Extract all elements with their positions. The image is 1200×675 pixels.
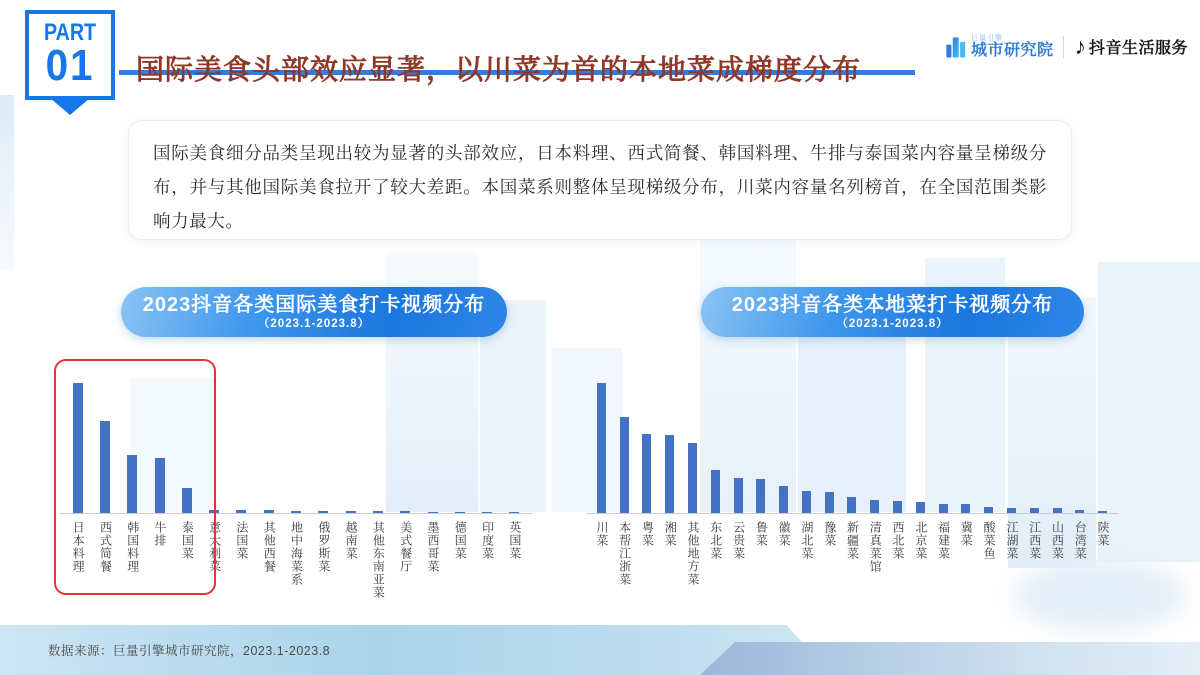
bar-label: 陕菜 [1096, 521, 1111, 547]
bar-label: 德国菜 [453, 521, 468, 560]
bar-label-column [228, 521, 255, 599]
bar-label: 鲁菜 [754, 521, 769, 547]
bar [455, 512, 465, 514]
bar-column [310, 511, 337, 513]
douyin-life-services-logo [1074, 35, 1188, 58]
bar [961, 504, 970, 513]
bar-column [364, 511, 391, 513]
bar-column [1046, 508, 1069, 513]
brand-logos [945, 34, 1188, 59]
bar-label-column [1068, 521, 1091, 586]
bar [688, 443, 697, 513]
bar [734, 478, 743, 513]
bar-label: 粤菜 [640, 521, 655, 547]
bar-label: 日本料理 [71, 521, 86, 573]
chart-title-international [121, 287, 507, 337]
bar-column [977, 507, 1000, 513]
bar [509, 512, 519, 514]
bar-label: 新疆菜 [845, 521, 860, 560]
bar-label-column [364, 521, 391, 599]
summary-card [128, 120, 1072, 240]
bar-label-column [337, 521, 364, 599]
bar-column [613, 417, 636, 513]
bar [1030, 508, 1039, 513]
bar-label-column [704, 521, 727, 586]
bar [1075, 510, 1084, 513]
bar-column [727, 478, 750, 513]
bar-label-column [419, 521, 446, 599]
bar-label-column [282, 521, 309, 599]
bar-label-column [658, 521, 681, 586]
bar-label-column [1091, 521, 1114, 586]
bar-column [1068, 510, 1091, 513]
bar-label-column [886, 521, 909, 586]
bar-column [772, 486, 795, 513]
chart-subtitle-text: （2023.1-2023.8） [836, 318, 949, 330]
bar-column [1091, 511, 1114, 513]
bar [893, 501, 902, 513]
chart-title-text: 2023抖音各类国际美食打卡视频分布 [142, 294, 486, 316]
bar-label: 山西菜 [1050, 521, 1065, 560]
bar-label: 意大利菜 [207, 521, 222, 573]
bar-label-column [909, 521, 932, 586]
bar-label: 法国菜 [234, 521, 249, 560]
ocean-engine-label: 巨量引擎 [970, 35, 1003, 42]
bar-column [636, 434, 659, 513]
bar-label-column [749, 521, 772, 586]
bar-label-column [772, 521, 795, 586]
bar-label: 江西菜 [1027, 521, 1042, 560]
bar-column [337, 511, 364, 513]
bar-column [590, 383, 613, 513]
bar [236, 510, 246, 513]
bar-label: 台湾菜 [1073, 521, 1088, 560]
local-cuisine-bar-chart [586, 378, 1118, 586]
bar-label: 湘菜 [663, 521, 678, 547]
bar [642, 434, 651, 513]
bar [916, 502, 925, 513]
bar-column [795, 491, 818, 513]
bar [318, 511, 328, 513]
bar-label-column [255, 521, 282, 599]
bar-label: 泰国菜 [180, 521, 195, 560]
bar-column [749, 479, 772, 513]
bar-column [501, 512, 528, 514]
bar [597, 383, 606, 513]
bar-label-column [977, 521, 1000, 586]
chart-title-text: 2023抖音各类本地菜打卡视频分布 [731, 294, 1054, 316]
bar-column [228, 510, 255, 513]
bar-column [704, 470, 727, 513]
bar [346, 511, 356, 513]
bar-label-column [310, 521, 337, 599]
bar [825, 492, 834, 513]
bar-label: 越南菜 [344, 521, 359, 560]
chart-subtitle-text: （2023.1-2023.8） [257, 318, 371, 330]
bar-label: 俄罗斯菜 [316, 521, 331, 573]
bar-label: 地中海菜系 [289, 521, 304, 586]
bar-label-column [446, 521, 473, 599]
douyin-life-services-label: 抖音生活服务 [1088, 40, 1188, 57]
douyin-note-icon: ♪ [1074, 33, 1086, 59]
summary-text: 国际美食细分品类呈现出较为显著的头部效应，日本料理、西式简餐、韩国料理、牛排与泰国菜内容量呈梯级分布，并与其他国际美食拉开了较大差距。本国菜系则整体呈现梯级分布，川菜内容量名列榜首，在全国范围类影响力最大。 [153, 143, 1047, 231]
bar-label: 其他东南亚菜 [371, 521, 386, 599]
bar-label: 西北菜 [891, 521, 906, 560]
bar-label-column [818, 521, 841, 586]
bar-column [955, 504, 978, 513]
bar-label-column [613, 521, 636, 586]
bar [802, 491, 811, 513]
bar-label: 英国菜 [507, 521, 522, 560]
bar-column [932, 504, 955, 513]
bars-row [586, 378, 1118, 514]
chart-title-local [701, 287, 1084, 337]
bar-label: 云贵菜 [731, 521, 746, 560]
bar-column [863, 500, 886, 513]
city-buildings-icon [945, 34, 967, 59]
bar [779, 486, 788, 513]
bar-column [658, 435, 681, 513]
bar-label: 其他西餐 [262, 521, 277, 573]
bar-label-column [841, 521, 864, 586]
city-research-institute-logo [945, 34, 1054, 59]
bar-column [255, 510, 282, 513]
bar-label: 酸菜鱼 [982, 521, 997, 560]
part-number: 01 [45, 41, 95, 90]
labels-row [586, 514, 1118, 586]
bar-label: 冀菜 [959, 521, 974, 547]
bar-column [392, 511, 419, 513]
bar-label-column [392, 521, 419, 599]
bar-label-column [1000, 521, 1023, 586]
badge-pointer [50, 98, 90, 115]
bar-label: 墨西哥菜 [426, 521, 440, 573]
bar-label: 湖北菜 [799, 521, 814, 560]
bar-label: 本帮江浙菜 [617, 521, 632, 586]
bar-label: 徽菜 [777, 521, 792, 547]
part-label: PART [43, 19, 97, 46]
bar-label: 印度菜 [480, 521, 495, 560]
bar [291, 511, 301, 513]
footer-band-right [700, 642, 1200, 675]
part-01-badge [25, 10, 115, 100]
bar-column [841, 497, 864, 513]
bar-label: 江湖菜 [1004, 521, 1019, 560]
bar [711, 470, 720, 513]
bar-column [886, 501, 909, 513]
city-logo-text [971, 35, 1054, 59]
bar-label: 牛排 [153, 521, 168, 547]
bar-label-column [863, 521, 886, 586]
bar-label-column [501, 521, 528, 599]
bar-label-column [727, 521, 750, 586]
bar-column [446, 512, 473, 514]
bar-column [909, 502, 932, 513]
bar [870, 500, 879, 513]
bar-label-column [795, 521, 818, 586]
bar-label-column [1023, 521, 1046, 586]
bar [400, 511, 410, 513]
bar-column [282, 511, 309, 513]
bar-label-column [636, 521, 659, 586]
bar [847, 497, 856, 513]
bar [1053, 508, 1062, 513]
bar-column [818, 492, 841, 513]
bar [756, 479, 765, 513]
bar-label-column [590, 521, 613, 586]
bar [1098, 511, 1107, 513]
bar-label: 北京菜 [913, 521, 928, 560]
bar-label-column [955, 521, 978, 586]
bar-label-column [1046, 521, 1069, 586]
bar [264, 510, 274, 513]
bar-label-column [681, 521, 704, 586]
bar [984, 507, 993, 513]
bar [620, 417, 629, 513]
bar-column [419, 512, 446, 514]
bar-label: 韩国料理 [125, 521, 140, 573]
data-source-note: 数据来源：巨量引擎城市研究院，2023.1-2023.8 [48, 644, 331, 658]
bar-column [681, 443, 704, 513]
top5-highlight-rectangle [54, 359, 216, 595]
bar [482, 512, 492, 514]
bar-label-column [473, 521, 500, 599]
bar-label: 清真菜馆 [868, 521, 883, 573]
bar-label: 福建菜 [936, 521, 951, 560]
page-title: 国际美食头部效应显著，以川菜为首的本地菜成梯度分布 [136, 53, 862, 85]
bar [939, 504, 948, 513]
bar [1007, 508, 1016, 513]
bar-label: 豫菜 [822, 521, 837, 547]
bar-column [473, 512, 500, 514]
bar-label: 东北菜 [708, 521, 723, 560]
bar [428, 512, 438, 514]
bar-label: 西式简餐 [98, 521, 113, 573]
bar [665, 435, 674, 513]
bar-column [1023, 508, 1046, 513]
logo-divider [1063, 36, 1064, 58]
bar-label-column [932, 521, 955, 586]
bar [373, 511, 383, 513]
bar-column [1000, 508, 1023, 513]
bar-label: 川菜 [594, 521, 609, 547]
bar-label: 其他地方菜 [686, 521, 701, 586]
bar-label: 美式餐厅 [398, 521, 413, 573]
left-edge-decor [0, 95, 14, 270]
city-research-institute-label: 城市研究院 [970, 42, 1054, 59]
